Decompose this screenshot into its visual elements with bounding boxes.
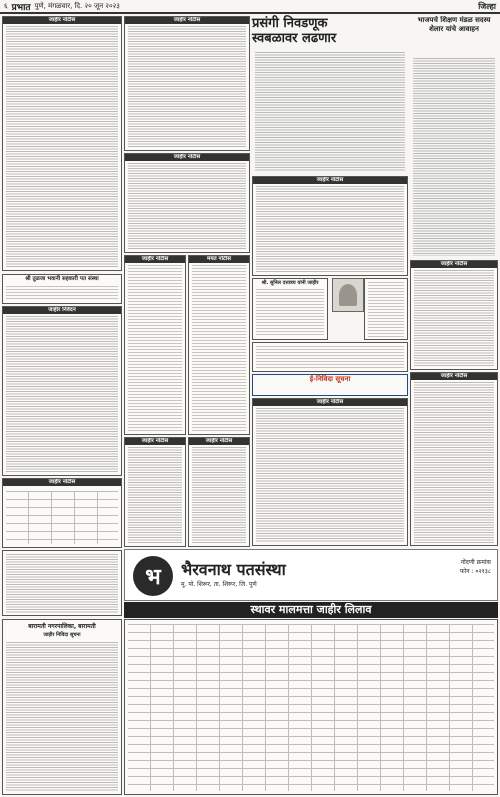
- notice-text: [192, 447, 246, 544]
- notice-box: [2, 550, 122, 616]
- table-grid: [6, 491, 118, 544]
- masthead-left: [4, 0, 120, 13]
- notice-text: [256, 346, 404, 369]
- municipal-title: बारामती नगरपालिका, बारामती: [28, 623, 96, 630]
- notice-header: जाहीर निवेदन: [3, 307, 121, 314]
- story-text: [255, 52, 405, 172]
- main-title-line-1: प्रसंगी निवडणूक: [252, 16, 328, 31]
- notice-header: जाहीर नोटीस: [125, 256, 185, 263]
- notice-box: [252, 342, 408, 372]
- auction-table: [124, 619, 498, 795]
- brand-name: प्रभात: [11, 2, 31, 13]
- notice-box: [188, 255, 250, 435]
- side-story-title: [410, 16, 498, 56]
- auction-grid: [128, 624, 494, 791]
- masthead: [0, 0, 500, 14]
- auction-heading: स्थावर मालमत्ता जाहीर लिलाव: [124, 602, 498, 618]
- society-banner: [124, 549, 498, 601]
- notice-box: [252, 176, 408, 276]
- notice-header: जाहीर नोटीस: [125, 438, 185, 445]
- e-tender-head: ई-निविदा सूचना: [309, 375, 351, 383]
- portrait-photo: [332, 278, 364, 312]
- notice-text: [128, 163, 246, 250]
- society-logo-icon: भ: [133, 556, 173, 596]
- notice-box: [410, 372, 498, 546]
- notice-text: [256, 186, 404, 273]
- bank-box: [2, 274, 122, 304]
- municipal-notice: [2, 619, 122, 795]
- notice-header: जाहीर नोटीस: [3, 17, 121, 24]
- notice-box: [124, 437, 186, 547]
- society-address: मु. पो. शिरूर, ता. शिरूर, जि. पुणे: [181, 581, 257, 588]
- notice-text: [414, 382, 494, 543]
- notice-box: [2, 306, 122, 476]
- notice-box: [124, 16, 250, 151]
- notice-header: जाहीर नोटीस: [411, 373, 497, 380]
- society-name: भैरवनाथ पतसंस्था: [181, 560, 286, 579]
- sale-notice-title: श्री. सुनिल दत्तात्रय यांनी जाहीर: [261, 280, 319, 286]
- notice-header: मयत नोटीस: [189, 256, 249, 263]
- municipal-text: [6, 642, 118, 792]
- notice-text: [368, 282, 404, 337]
- page-number: ६: [4, 1, 8, 10]
- bank-title: श्री तुळजा भवानी सहकारी पत संस्था: [25, 276, 99, 282]
- notice-header: जाहीर नोटीस: [253, 399, 407, 406]
- date-line: पुणे, मंगळवार, दि. २० जून २०२३: [34, 1, 120, 10]
- notice-box: [410, 260, 498, 370]
- story-text: [413, 58, 495, 256]
- notice-text: [128, 447, 182, 544]
- section-label: जिल्हा: [478, 1, 496, 11]
- notice-box: [252, 398, 408, 546]
- notice-text: [6, 554, 118, 613]
- notice-text: [414, 270, 494, 367]
- registration-label: नोंदणी क्रमांक: [460, 559, 491, 566]
- notice-header: जाहीर नोटीस: [3, 479, 121, 486]
- notice-header: जाहीर नोटीस: [125, 17, 249, 24]
- notice-text: [6, 26, 118, 268]
- bank-text: [6, 286, 118, 301]
- notice-text: [192, 265, 246, 432]
- main-title-line-2: स्वबळावर लढणार: [252, 31, 337, 46]
- municipal-sub: जाहीर निविदा सूचना: [43, 632, 81, 638]
- side-story-body: [410, 58, 498, 258]
- notice-header: जाहीर नोटीस: [411, 261, 497, 268]
- notice-text: [256, 289, 324, 337]
- notice-text: [128, 265, 182, 432]
- notice-box: [124, 255, 186, 435]
- notice-text: [6, 316, 118, 473]
- side-story-headline: भाजपचे शिक्षण मंडळ सदस्य शेलार यांचे आवाहन: [417, 16, 491, 33]
- main-story-title: [252, 16, 408, 56]
- notice-box: [124, 153, 250, 253]
- notice-header: जाहीर नोटीस: [125, 154, 249, 161]
- notice-text: [128, 26, 246, 148]
- table-notice: [2, 478, 122, 548]
- notice-box: [2, 16, 122, 271]
- notice-text: [256, 408, 404, 543]
- e-tender-notice: [252, 374, 408, 396]
- phone-label: फोन : ०२१३८: [460, 568, 491, 575]
- notice-box: [252, 278, 328, 340]
- notice-box: [188, 437, 250, 547]
- notice-header: जाहीर नोटीस: [189, 438, 249, 445]
- society-contact: [460, 558, 491, 576]
- notice-header: जाहीर नोटीस: [253, 177, 407, 184]
- notice-box: [364, 278, 408, 340]
- main-story-body: [252, 52, 408, 174]
